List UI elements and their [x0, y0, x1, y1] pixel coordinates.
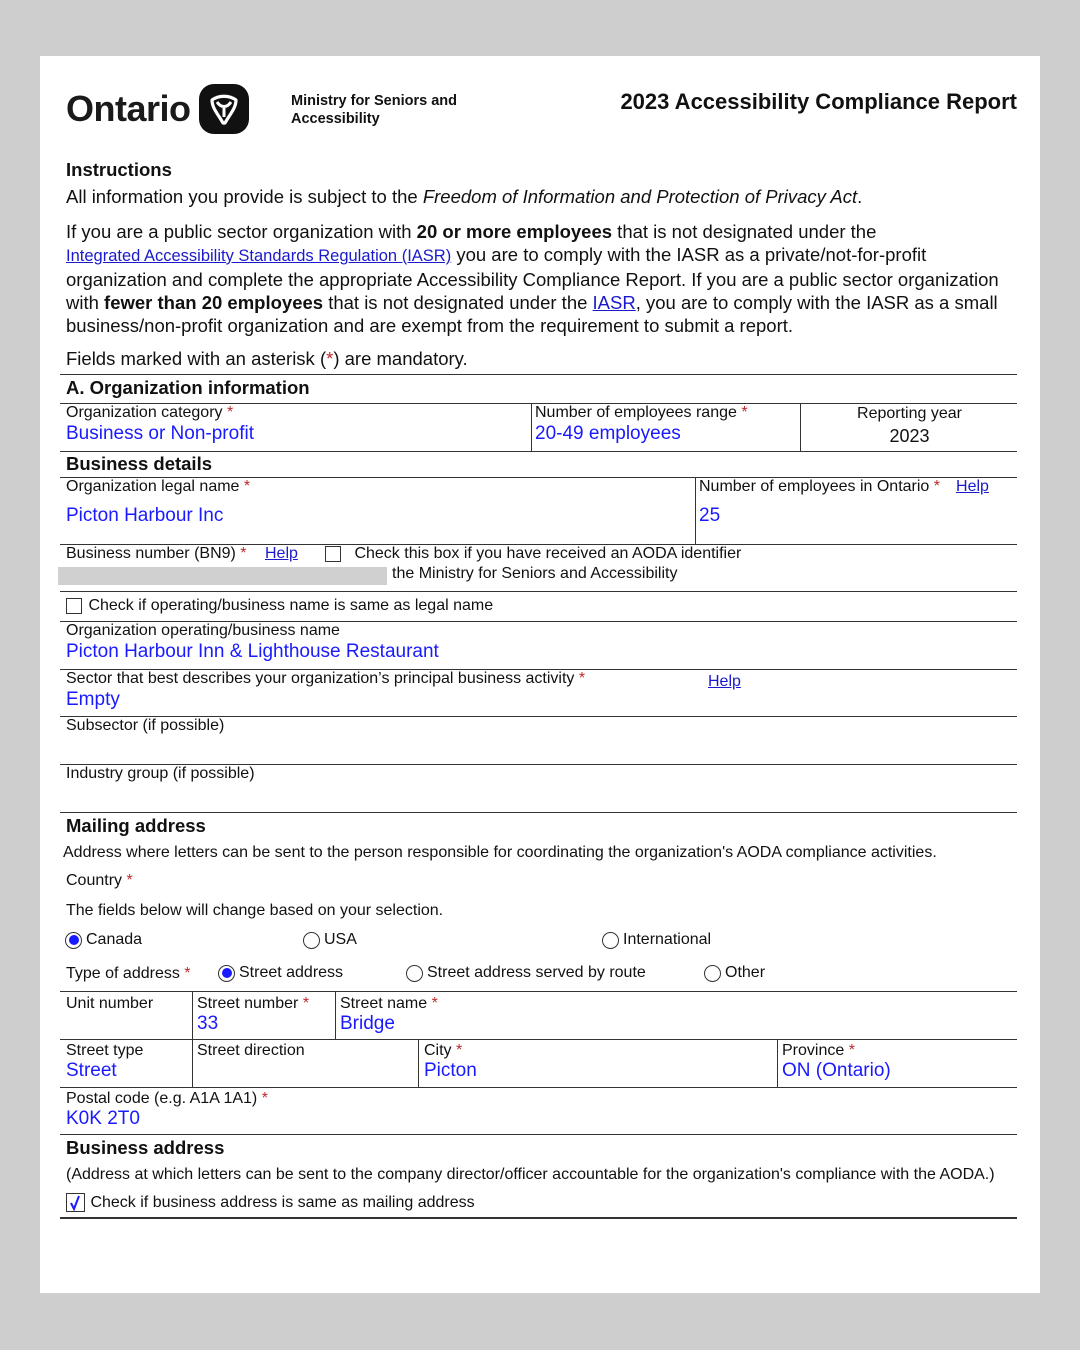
radio-button[interactable]	[602, 932, 619, 949]
trillium-icon	[199, 84, 249, 134]
business-address-description: (Address at which letters can be sent to the company director/officer accountable for the organization's compliance with the AODA.)	[66, 1166, 995, 1183]
divider	[60, 1217, 1017, 1219]
sector-value: Empty	[66, 689, 120, 710]
divider	[695, 477, 696, 544]
instructions-paragraph: If you are a public sector organization with 20 or more employees that is not designated under the Integrated Accessibility Standards Regulation (IASR) you are to comply with the IASR as a private/not-for-profit organization and complete the appropriate Accessibility Compliance Report. If you are a public sector organization with fewer than 20 employees that is not designated under the IASR, you are to comply with the IASR as a small business/non-profit organization and are exempt from the requirement to submit a report.	[66, 221, 999, 336]
divider	[60, 812, 1017, 813]
form-page	[40, 56, 1040, 1293]
section-a-heading: A. Organization information	[66, 377, 310, 398]
operating-name-field[interactable]: Organization operating/business name Picton Harbour Inn & Lighthouse Restaurant	[66, 622, 439, 662]
address-type-radio-route[interactable]: Street address served by route	[406, 964, 646, 982]
mandatory-note: Fields marked with an asterisk (*) are mandatory.	[66, 348, 468, 369]
address-type-radio-other[interactable]: Other	[704, 964, 765, 982]
foippa-act-name: Freedom of Information and Protection of Privacy Act	[422, 186, 858, 207]
radio-button[interactable]	[303, 932, 320, 949]
ontario-logo	[66, 84, 249, 134]
subsector-field[interactable]: Subsector (if possible)	[66, 717, 225, 734]
divider	[60, 591, 1017, 592]
divider	[60, 991, 1017, 992]
street-type-field[interactable]: Street type Street	[66, 1042, 144, 1081]
province-field[interactable]: Province * ON (Ontario)	[782, 1042, 891, 1081]
divider	[60, 1039, 1017, 1040]
radio-button[interactable]	[406, 965, 423, 982]
divider	[192, 1039, 193, 1087]
employees-range-field[interactable]: Number of employees range * 20-49 employees	[535, 404, 748, 444]
instructions-heading: Instructions	[66, 159, 172, 180]
country-label: Country *	[66, 872, 133, 889]
aoda-identifier-checkbox[interactable]	[325, 546, 341, 562]
sector-help-link[interactable]: Help	[708, 673, 741, 690]
divider	[800, 403, 801, 451]
street-number-field[interactable]: Street number * 33	[197, 995, 310, 1034]
divider	[777, 1039, 778, 1087]
reporting-year-field: Reporting year 2023	[802, 405, 1017, 447]
business-details-heading: Business details	[66, 453, 213, 474]
postal-code-value: K0K 2T0	[66, 1108, 140, 1129]
mailing-address-description: Address where letters can be sent to the person responsible for coordinating the organization's AODA compliance activities.	[63, 844, 937, 861]
unit-number-field[interactable]: Unit number	[66, 995, 154, 1012]
ministry-name: Ministry for Seniors and Accessibility	[291, 93, 457, 127]
instructions-foi: All information you provide is subject to the Freedom of Information and Protection of Privacy Act.	[66, 186, 863, 207]
divider	[192, 991, 193, 1039]
org-category-value: Business or Non-profit	[66, 423, 254, 444]
divider	[60, 374, 1017, 375]
country-hint: The fields below will change based on your selection.	[66, 902, 444, 919]
same-as-mailing-checkbox-row[interactable]: Check if business address is same as mailing address	[66, 1193, 475, 1212]
industry-group-field[interactable]: Industry group (if possible)	[66, 765, 255, 782]
divider	[335, 991, 336, 1039]
radio-button[interactable]	[218, 965, 235, 982]
city-value: Picton	[424, 1060, 477, 1081]
country-radio-international[interactable]: International	[602, 931, 711, 949]
divider	[531, 403, 532, 451]
province-value: ON (Ontario)	[782, 1060, 891, 1081]
country-radio-canada[interactable]: Canada	[65, 931, 142, 949]
bn9-field-label: Business number (BN9) * Help	[66, 545, 298, 562]
mailing-address-heading: Mailing address	[66, 815, 206, 836]
employees-range-value: 20-49 employees	[535, 423, 681, 444]
radio-button[interactable]	[704, 965, 721, 982]
radio-button[interactable]	[65, 932, 82, 949]
divider	[60, 1087, 1017, 1088]
legal-name-field[interactable]: Organization legal name * Picton Harbour Inc	[66, 478, 251, 526]
employees-ontario-value: 25	[699, 505, 721, 526]
country-radio-usa[interactable]: USA	[303, 931, 357, 949]
city-field[interactable]: City * Picton	[424, 1042, 477, 1081]
divider	[60, 1134, 1017, 1135]
report-title: 2023 Accessibility Compliance Report	[620, 89, 1017, 114]
divider	[418, 1039, 419, 1087]
operating-name-value: Picton Harbour Inn & Lighthouse Restaurant	[66, 641, 439, 662]
street-name-value: Bridge	[340, 1013, 395, 1034]
reporting-year-value: 2023	[889, 426, 930, 446]
address-type-label: Type of address *	[66, 965, 191, 982]
logo-text: Ontario	[66, 88, 191, 129]
employees-help-link[interactable]: Help	[956, 478, 989, 495]
street-type-value: Street	[66, 1060, 117, 1081]
aoda-identifier-label-cont: the Ministry for Seniors and Accessibility	[392, 565, 678, 582]
iasr-link[interactable]: Integrated Accessibility Standards Regulation (IASR)	[66, 247, 452, 265]
same-name-checkbox[interactable]	[66, 598, 82, 614]
street-number-value: 33	[197, 1013, 219, 1034]
street-direction-field[interactable]: Street direction	[197, 1042, 305, 1059]
iasr-short-link[interactable]: IASR	[592, 292, 636, 313]
sector-field[interactable]: Sector that best describes your organization’s principal business activity * Empty	[66, 670, 586, 710]
same-as-mailing-checkbox[interactable]	[66, 1193, 85, 1212]
legal-name-value: Picton Harbour Inc	[66, 505, 224, 526]
address-type-radio-street[interactable]: Street address	[218, 964, 343, 982]
aoda-identifier-checkbox-row[interactable]: Check this box if you have received an AODA identifier	[325, 545, 741, 563]
checkmark-icon	[67, 1194, 84, 1211]
business-address-heading: Business address	[66, 1137, 225, 1158]
street-name-field[interactable]: Street name * Bridge	[340, 995, 438, 1034]
bn9-input[interactable]	[58, 567, 387, 585]
divider	[60, 451, 1017, 452]
org-category-field[interactable]: Organization category * Business or Non-profit	[66, 404, 254, 444]
employees-ontario-field[interactable]: Number of employees in Ontario * Help 25	[699, 478, 1017, 527]
bn9-help-link[interactable]: Help	[264, 545, 298, 562]
same-name-checkbox-row[interactable]: Check if operating/business name is same as legal name	[66, 597, 493, 615]
postal-code-field[interactable]: Postal code (e.g. A1A 1A1) * K0K 2T0	[66, 1090, 268, 1129]
